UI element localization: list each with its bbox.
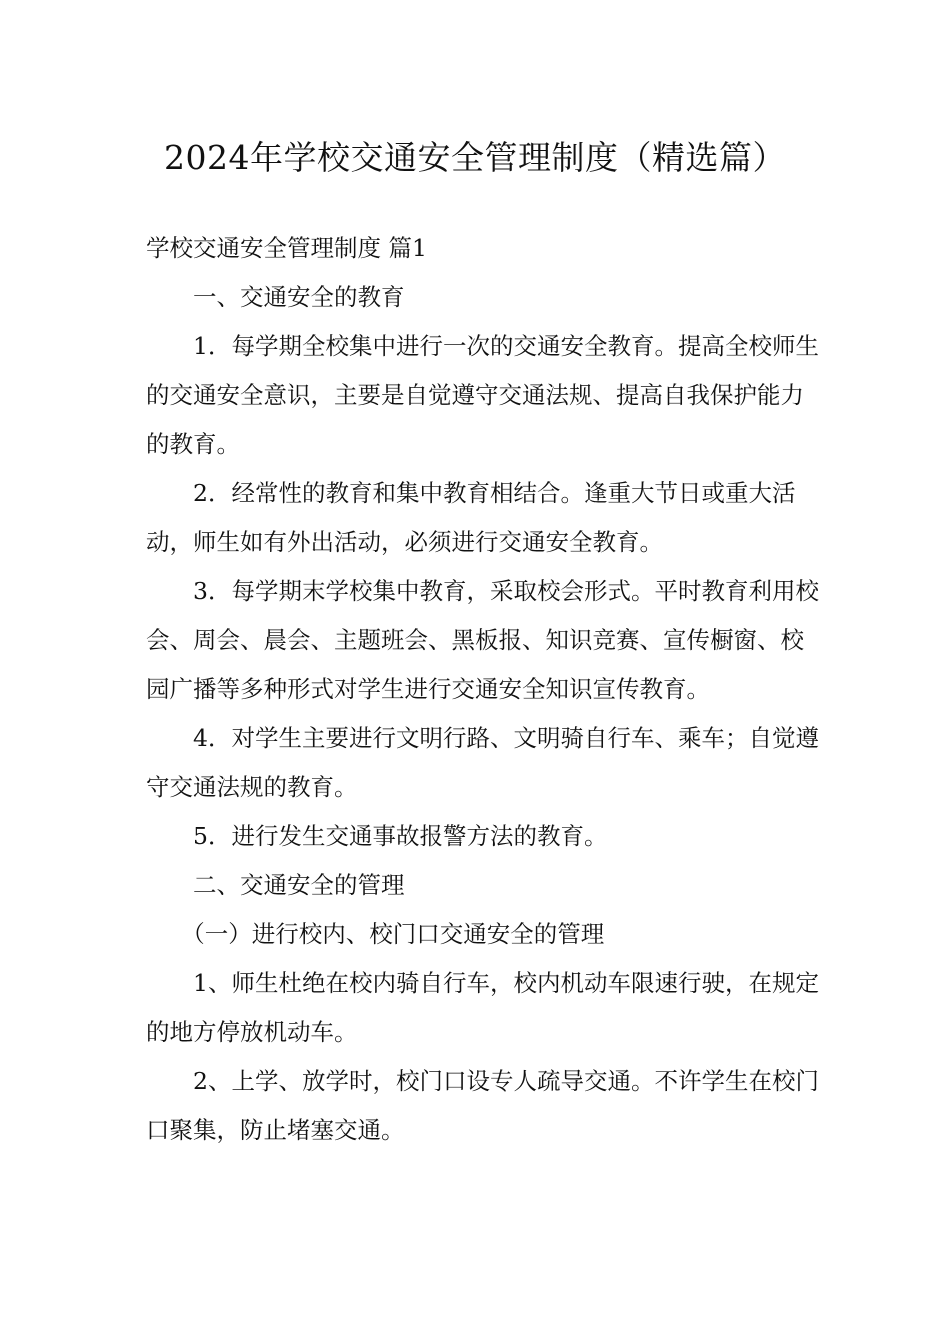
paragraph-item-5: 5．进行发生交通事故报警方法的教育。 <box>193 822 608 850</box>
paragraph-item-2: 2．经常性的教育和集中教育相结合。逢重大节日或重大活动，师生如有外出活动，必须进行交通安全教育。 <box>146 479 796 556</box>
document-title: 2024年学校交通安全管理制度（精选篇） <box>164 138 786 177</box>
subheading-campus-gate: （一）进行校内、校门口交通安全的管理 <box>181 920 605 948</box>
section-heading: 学校交通安全管理制度 篇1 <box>146 234 427 262</box>
paragraph-item-4: 4．对学生主要进行文明行路、文明骑自行车、乘车；自觉遵守交通法规的教育。 <box>146 724 819 801</box>
paragraph-rule-2: 2、上学、放学时，校门口设专人疏导交通。不许学生在校门口聚集，防止堵塞交通。 <box>146 1067 819 1144</box>
subheading-management: 二、交通安全的管理 <box>193 871 405 899</box>
paragraph-item-1: 1．每学期全校集中进行一次的交通安全教育。提高全校师生的交通安全意识，主要是自觉遵守交通法规、提高自我保护能力的教育。 <box>146 332 819 458</box>
paragraph-rule-1: 1、师生杜绝在校内骑自行车，校内机动车限速行驶，在规定的地方停放机动车。 <box>146 969 819 1046</box>
paragraph-item-3: 3．每学期末学校集中教育，采取校会形式。平时教育利用校会、周会、晨会、主题班会、黑板报、知识竞赛、宣传橱窗、校园广播等多种形式对学生进行交通安全知识宣传教育。 <box>146 577 819 703</box>
document-body <box>146 224 822 1155</box>
subheading-education: 一、交通安全的教育 <box>193 283 405 311</box>
